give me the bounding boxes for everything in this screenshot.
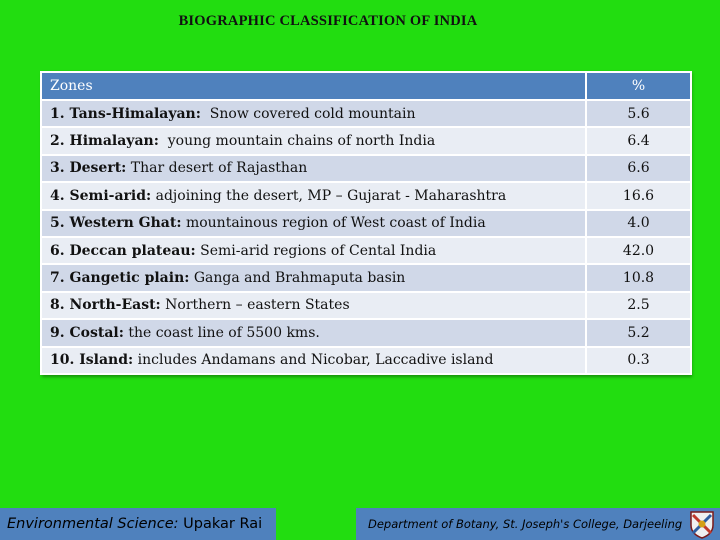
footer-subject: Environmental Science: — [7, 516, 179, 532]
zone-percent: 4.0 — [586, 210, 691, 237]
zone-percent: 6.6 — [586, 155, 691, 182]
footer-author: Upakar Rai — [178, 516, 263, 532]
zone-percent: 10.8 — [586, 264, 691, 291]
zones-column-header: Zones — [41, 72, 586, 100]
table-row — [41, 155, 691, 182]
footer-department-bar — [356, 508, 720, 540]
zone-name: 7. Gangetic plain: — [50, 270, 190, 287]
zone-name: 5. Western Ghat: — [50, 215, 182, 232]
zone-description: Snow covered cold mountain — [200, 105, 416, 122]
table-row — [41, 319, 691, 346]
zone-description: young mountain chains of north India — [158, 133, 436, 150]
college-logo-icon — [687, 509, 717, 539]
zones-table — [40, 71, 692, 375]
zone-description: Northern – eastern States — [160, 297, 350, 314]
table-row — [41, 182, 691, 209]
zone-name: 1. Tans-Himalayan: — [50, 105, 201, 122]
zone-cell — [41, 237, 586, 264]
zone-description: Ganga and Brahmaputa basin — [189, 270, 406, 287]
zone-cell — [41, 347, 586, 374]
zone-description: mountainous region of West coast of India — [181, 215, 486, 232]
zone-cell — [41, 127, 586, 154]
zone-cell — [41, 100, 586, 127]
zone-percent: 5.6 — [586, 100, 691, 127]
table-row — [41, 100, 691, 127]
table-row — [41, 347, 691, 374]
zone-name: 2. Himalayan: — [50, 133, 159, 150]
table-row — [41, 210, 691, 237]
zone-percent: 6.4 — [586, 127, 691, 154]
zone-percent: 16.6 — [586, 182, 691, 209]
zone-description: includes Andamans and Nicobar, Laccadive island — [133, 352, 494, 369]
zone-name: 3. Desert: — [50, 160, 127, 177]
zone-name: 6. Deccan plateau: — [50, 242, 196, 259]
zone-percent: 42.0 — [586, 237, 691, 264]
zone-percent: 5.2 — [586, 319, 691, 346]
zone-cell — [41, 292, 586, 319]
zone-name: 8. North-East: — [50, 297, 161, 314]
table-row — [41, 292, 691, 319]
zone-name: 9. Costal: — [50, 324, 124, 341]
zone-description: Semi-arid regions of Cental India — [195, 242, 437, 259]
zone-description: Thar desert of Rajasthan — [126, 160, 308, 177]
table-row — [41, 127, 691, 154]
table-header-row — [41, 72, 691, 100]
zone-name: 4. Semi-arid: — [50, 187, 152, 204]
zone-cell — [41, 319, 586, 346]
zone-description: adjoining the desert, MP – Gujarat - Maharashtra — [151, 187, 507, 204]
zone-description: the coast line of 5500 kms. — [123, 324, 320, 341]
footer-department: Department of Botany, St. Joseph's College, Darjeeling — [368, 517, 683, 531]
slide-title: BIOGRAPHIC CLASSIFICATION OF INDIA — [178, 13, 478, 29]
zone-cell — [41, 182, 586, 209]
zone-percent: 2.5 — [586, 292, 691, 319]
table-row — [41, 237, 691, 264]
table-row — [41, 264, 691, 291]
zone-name: 10. Island: — [50, 352, 134, 369]
zone-cell — [41, 155, 586, 182]
zone-percent: 0.3 — [586, 347, 691, 374]
zones-table-container — [40, 71, 690, 375]
zone-cell — [41, 210, 586, 237]
percent-column-header: % — [586, 72, 691, 100]
zone-cell — [41, 264, 586, 291]
footer-course-label — [0, 508, 276, 540]
